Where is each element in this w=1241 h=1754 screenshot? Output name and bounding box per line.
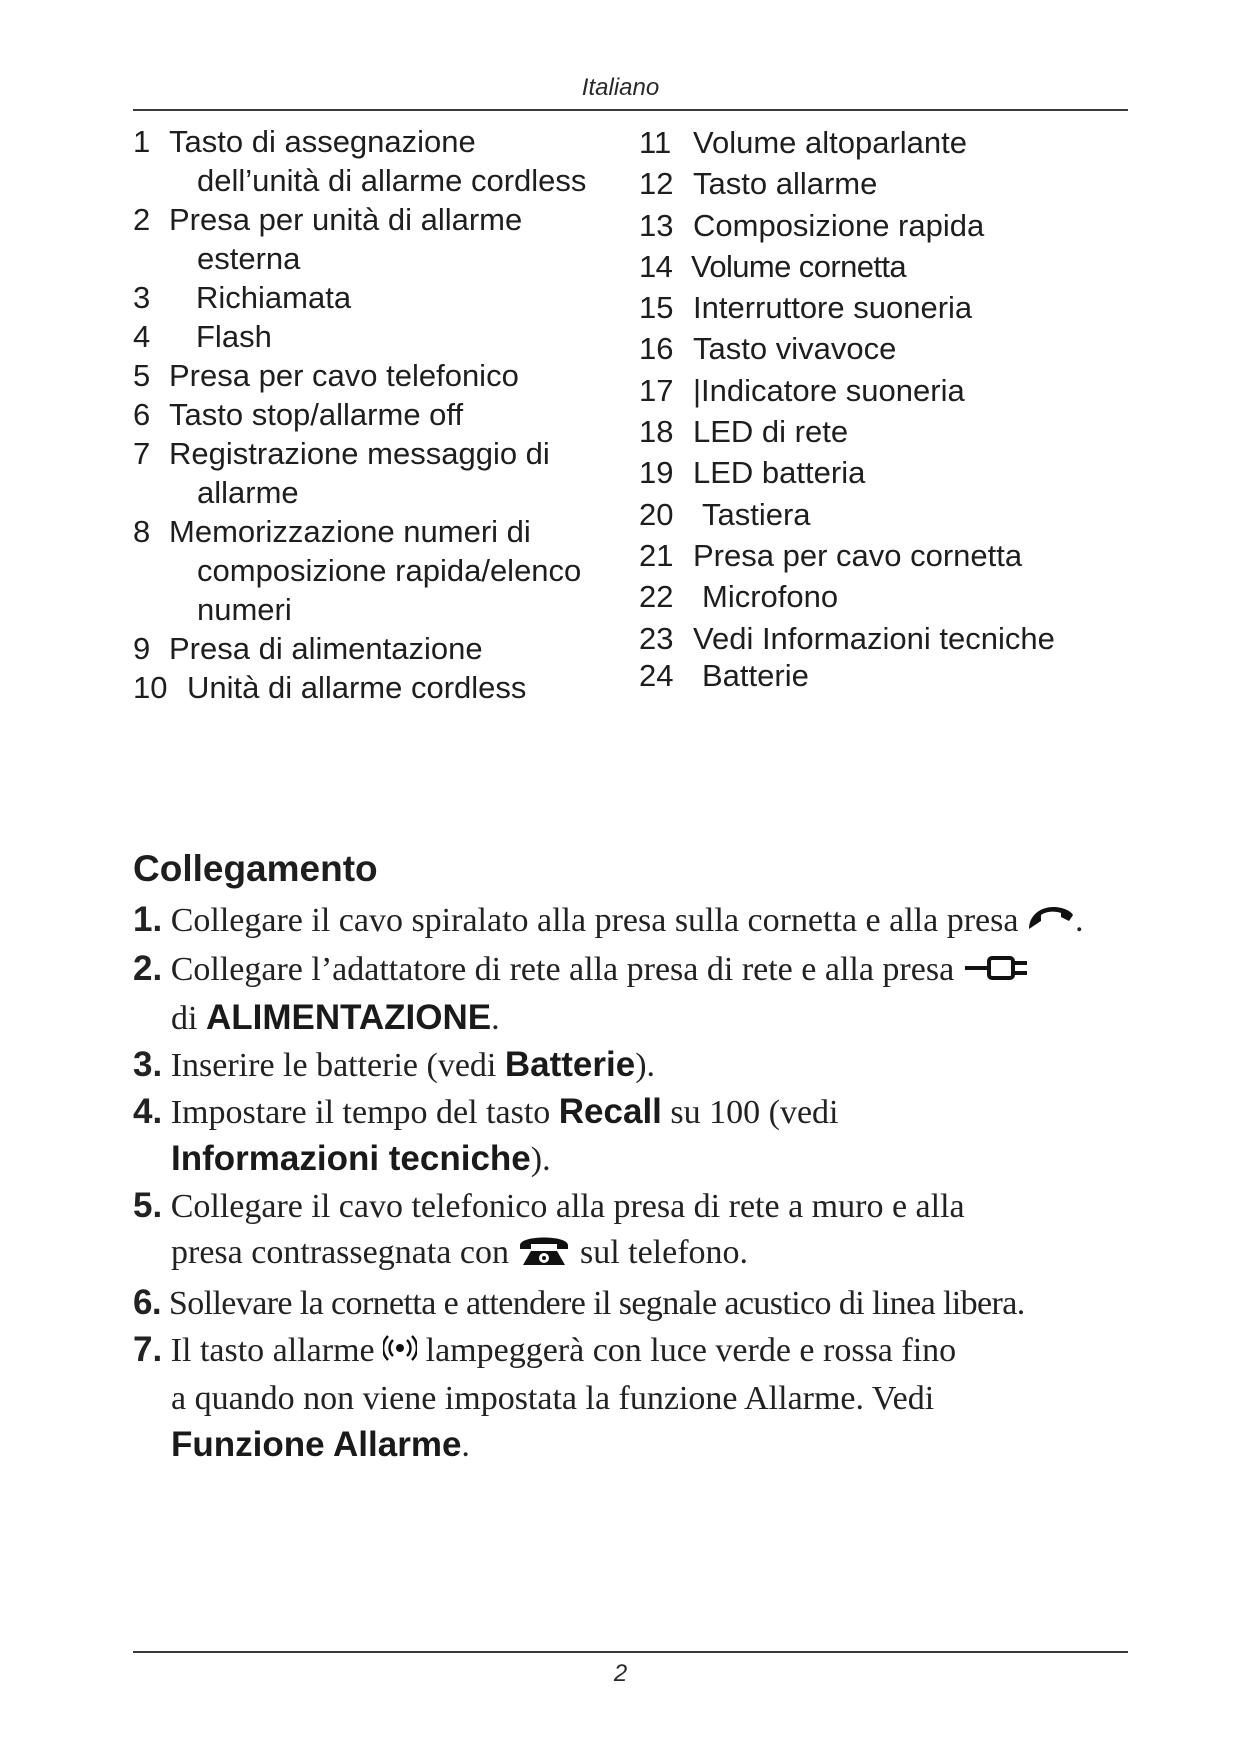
legend-text: Richiamata <box>196 280 352 315</box>
legend-text: Volume altoparlante <box>693 125 968 160</box>
step-text: ). <box>530 1141 551 1179</box>
legend-number: 8 <box>133 514 151 549</box>
legend-text-cont: allarme <box>197 475 299 510</box>
step-text: presa contrassegnata con <box>171 1234 509 1272</box>
legend-number: 6 <box>133 397 151 432</box>
legend-text: Composizione rapida <box>693 207 985 243</box>
power-plug-icon <box>963 949 1031 995</box>
step-number: 3. <box>133 1045 163 1085</box>
legend-number: 1 <box>133 124 151 159</box>
page-header-title: Italiano <box>581 74 660 101</box>
step-text: Inserire le batterie (vedi <box>170 1047 497 1085</box>
legend-text: Tastiera <box>702 496 811 532</box>
legend-text-cont: dell’unità di allarme cordless <box>197 163 587 198</box>
legend-text: Vedi Informazioni tecniche <box>693 620 1055 656</box>
legend-number: 13 <box>639 207 674 243</box>
legend-text: Presa per unità di allarme <box>169 202 523 237</box>
legend-item <box>133 629 633 668</box>
legend-text: Batterie <box>702 657 809 693</box>
step-bold-term: Recall <box>558 1092 662 1132</box>
legend-text: LED di rete <box>693 414 849 450</box>
legend-item <box>639 494 1139 535</box>
legend-item <box>639 370 1139 411</box>
legend-item <box>639 163 1139 204</box>
step-text: ). <box>635 1047 656 1085</box>
legend-item <box>639 205 1139 246</box>
legend-item <box>639 618 1139 659</box>
legend-number: 19 <box>639 455 674 491</box>
step-1 <box>133 897 1133 946</box>
step-4 <box>133 1089 1133 1183</box>
legend-number: 24 <box>639 657 674 693</box>
legend-item <box>639 411 1139 452</box>
legend-text: Memorizzazione numeri di <box>169 514 531 549</box>
legend-item <box>639 287 1139 328</box>
legend-item <box>133 434 633 512</box>
legend-text: Volume cornetta <box>691 248 907 284</box>
legend-number: 3 <box>133 280 151 315</box>
step-text: Collegare il cavo telefonico alla presa di rete a muro e alla <box>170 1188 965 1226</box>
legend-item <box>133 122 633 200</box>
legend-text: LED batteria <box>693 455 866 491</box>
legend-number: 5 <box>133 358 151 393</box>
legend-number: 2 <box>133 202 151 237</box>
legend-number: 11 <box>639 125 672 160</box>
legend-number: 16 <box>639 331 674 367</box>
step-text: di <box>171 1000 198 1038</box>
alarm-signal-icon <box>383 1330 417 1376</box>
legend-column-right <box>639 122 1139 696</box>
legend-item <box>639 655 1139 696</box>
connection-steps <box>133 897 1133 1469</box>
legend-item <box>639 246 1139 287</box>
step-text: Il tasto allarme <box>170 1332 375 1370</box>
step-bold-term: Batterie <box>504 1045 636 1085</box>
legend-text: Interruttore suoneria <box>693 290 973 326</box>
step-text: sul telefono. <box>579 1234 749 1272</box>
legend-item <box>133 395 633 434</box>
legend-text: |Indicatore suoneria <box>693 372 965 408</box>
legend-number: 9 <box>133 631 151 666</box>
legend-item <box>133 278 633 317</box>
legend-text: Microfono <box>702 579 839 615</box>
legend-item <box>639 452 1139 493</box>
legend-number: 4 <box>133 319 151 354</box>
legend-item <box>133 317 633 356</box>
page-number: 2 <box>613 1660 628 1687</box>
footer-divider <box>133 1651 1128 1653</box>
step-text: lampeggerà con luce verde e rossa fino <box>425 1332 957 1370</box>
step-7 <box>133 1327 1133 1469</box>
legend-text: Presa per cavo telefonico <box>169 358 519 393</box>
step-text: su 100 (vedi <box>670 1094 839 1132</box>
handset-icon <box>1027 900 1075 946</box>
legend-number: 10 <box>133 670 168 705</box>
legend-item <box>133 668 633 707</box>
step-text: Collegare l’adattatore di rete alla presa di rete e alla presa <box>170 951 955 989</box>
legend-column-left <box>133 122 633 707</box>
legend-text-cont: composizione rapida/elenco <box>197 553 582 588</box>
step-text: . <box>461 1427 470 1465</box>
legend-text: Registrazione messaggio di <box>169 436 550 471</box>
telephone-icon <box>517 1231 571 1280</box>
legend-text: Unità di allarme cordless <box>187 670 527 705</box>
step-number: 1. <box>133 900 163 939</box>
step-text: Sollevare la cornetta e attendere il segnale acustico di linea libera. <box>168 1285 1025 1323</box>
legend-text: Tasto di assegnazione <box>169 124 476 159</box>
step-5 <box>133 1183 1133 1280</box>
legend-text: Tasto vivavoce <box>693 331 897 367</box>
legend-item <box>133 512 633 629</box>
legend-item <box>639 122 1139 163</box>
step-text: Collegare il cavo spiralato alla presa sulla cornetta e alla presa <box>170 902 1019 939</box>
legend-number: 12 <box>639 166 674 202</box>
step-2 <box>133 946 1133 1042</box>
legend-number: 21 <box>639 537 674 573</box>
legend-text: Presa per cavo cornetta <box>693 537 1023 573</box>
legend-item <box>133 200 633 278</box>
step-bold-term: ALIMENTAZIONE <box>205 998 492 1038</box>
step-text: a quando non viene impostata la funzione Allarme. Vedi <box>171 1380 935 1418</box>
step-number: 5. <box>133 1186 163 1226</box>
legend-number: 14 <box>639 248 673 284</box>
legend-number: 20 <box>639 496 674 532</box>
legend-text: Tasto stop/allarme off <box>169 397 464 432</box>
legend-number: 7 <box>133 436 151 471</box>
section-heading: Collegamento <box>133 848 378 889</box>
legend-text: Presa di alimentazione <box>169 631 483 666</box>
step-bold-term: Informazioni tecniche <box>171 1139 531 1179</box>
step-text: . <box>491 1000 500 1038</box>
header-divider <box>133 109 1128 111</box>
step-6 <box>133 1280 1133 1327</box>
legend-text-cont: esterna <box>197 241 301 276</box>
legend-text-cont: numeri <box>197 592 292 627</box>
step-number: 2. <box>133 949 163 989</box>
step-number: 7. <box>133 1330 163 1370</box>
legend-number: 23 <box>639 620 674 656</box>
step-3 <box>133 1042 1133 1089</box>
legend-number: 17 <box>639 372 674 408</box>
legend-item <box>639 535 1139 576</box>
legend-number: 15 <box>639 290 674 326</box>
legend-item <box>639 328 1139 369</box>
legend-text: Flash <box>196 319 272 354</box>
legend-item <box>133 356 633 395</box>
legend-number: 18 <box>639 414 674 450</box>
legend-number: 22 <box>639 579 674 615</box>
step-number: 6. <box>133 1283 161 1323</box>
step-number: 4. <box>133 1092 163 1132</box>
step-text-end: . <box>1074 902 1084 939</box>
step-text: Impostare il tempo del tasto <box>170 1094 551 1132</box>
step-bold-term: Funzione Allarme <box>171 1425 462 1465</box>
legend-item <box>639 576 1139 617</box>
legend-text: Tasto allarme <box>693 166 878 202</box>
